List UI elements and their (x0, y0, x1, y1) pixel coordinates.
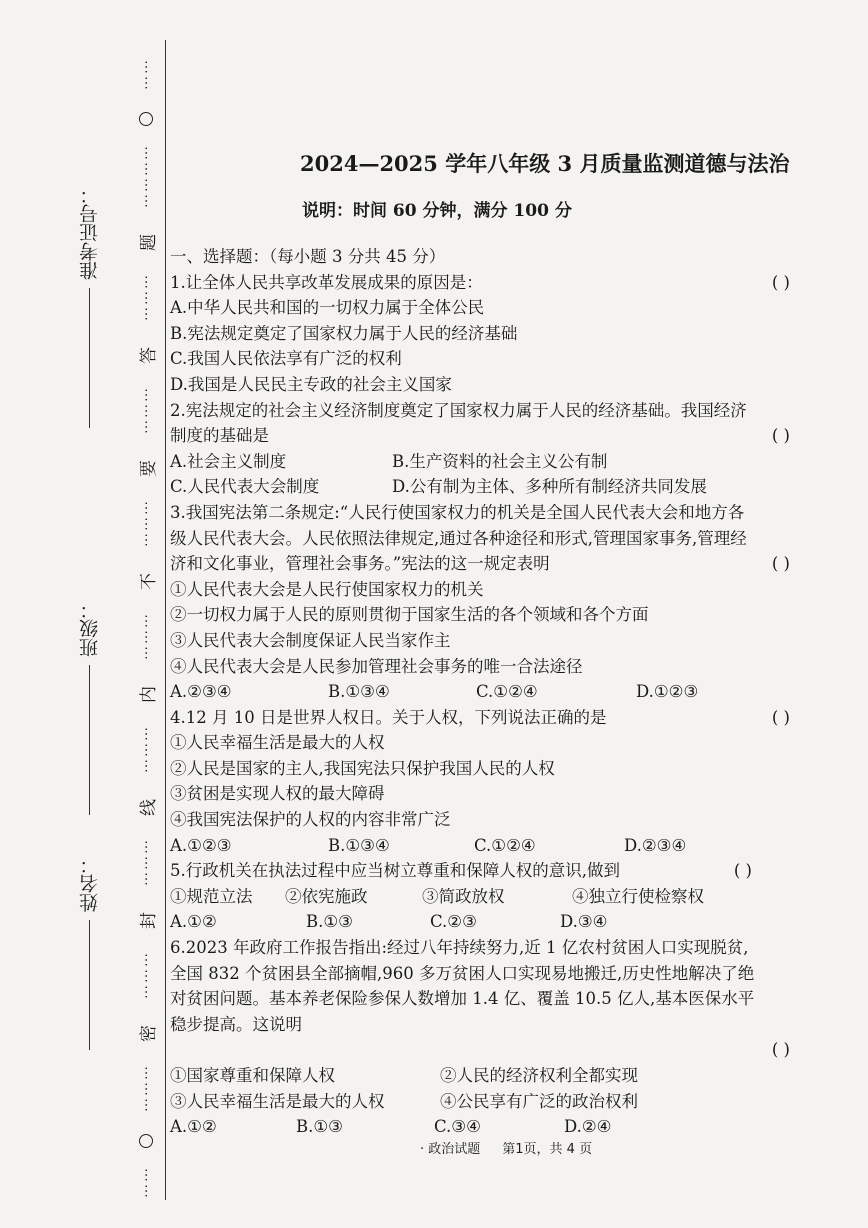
statement: ①人民代表大会是人民行使国家权力的机关 (170, 579, 484, 599)
name-label: 姓名： (79, 855, 101, 912)
binding-char: 答 (138, 347, 159, 364)
statement: ③人民代表大会制度保证人民当家作主 (170, 630, 451, 650)
binding-char: 内 (138, 686, 159, 703)
binding-char: 题 (138, 234, 159, 251)
answer-bracket[interactable]: ( ) (771, 1040, 790, 1060)
option-row (170, 679, 820, 705)
answer-bracket[interactable]: ( ) (771, 426, 790, 446)
statement: ③贫困是实现人权的最大障碍 (170, 784, 385, 804)
exam-instructions: 说明：时间 60 分钟，满分 100 分 (302, 201, 572, 221)
question-stem: 制度的基础是 (170, 426, 269, 446)
option-a: A.②③④ (170, 682, 232, 702)
option-a: A.社会主义制度 (170, 451, 287, 471)
question-6-stem: 对贫困问题。基本养老保险参保人数增加 1.4 亿、覆盖 10.5 亿人,基本医保水平 (170, 989, 755, 1009)
class-blank[interactable] (89, 665, 91, 815)
option-c: C.人民代表大会制度 (170, 477, 320, 497)
exam-id-field (76, 185, 103, 428)
statement: ②一切权力属于人民的原则贯彻于国家生活的各个领域和各个方面 (170, 605, 649, 625)
page-footer (420, 1138, 614, 1157)
class-label: 班级： (79, 600, 101, 657)
option-c: C.①②④ (476, 682, 538, 702)
binding-border (165, 40, 166, 1200)
statement: ①国家尊重和保障人权 (170, 1066, 335, 1085)
option-b: B.生产资料的社会主义公有制 (392, 451, 608, 471)
option-row (170, 449, 820, 475)
binding-seal-line: ⋯⋯ ⋯⋯⋯⋯ 题 ⋯⋯⋯ 答 ⋯⋯⋯ 要 ⋯⋯⋯ 不 ⋯⋯⋯ 内 ⋯⋯⋯ 线 ⋯⋯⋯ 封 ⋯⋯⋯ 密 ⋯⋯⋯ ⋯⋯ (129, 60, 163, 1200)
option-c: C.我国人民依法享有广泛的权利 (170, 349, 402, 369)
option-d: D.①②③ (636, 682, 699, 702)
statement-row (170, 1063, 820, 1089)
answer-bracket[interactable]: ( ) (771, 272, 790, 292)
option-row (170, 833, 820, 859)
question-stem: 4.12 月 10 日是世界人权日。关于人权，下列说法正确的是 (170, 707, 607, 727)
binding-char: 不 (138, 573, 159, 590)
name-blank[interactable] (89, 920, 91, 1050)
exam-id-blank[interactable] (89, 288, 91, 428)
question-2 (170, 423, 820, 449)
answer-bracket[interactable]: ( ) (771, 554, 790, 574)
question-3 (170, 551, 820, 577)
name-field (76, 855, 103, 1050)
exam-id-label: 准考证号： (79, 185, 101, 280)
question-5 (170, 858, 820, 884)
statement: ②依宪施政 (285, 886, 368, 906)
question-6 (170, 1037, 820, 1063)
binding-char: 密 (138, 1025, 159, 1042)
statement: ④独立行使检察权 (572, 886, 704, 906)
question-6-stem: 全国 832 个贫困县全部摘帽,960 多万贫困人口实现易地搬迁,历史性地解决了绝 (170, 963, 755, 983)
question-3-stem: 级人民代表大会。人民依照法律规定,通过各种途径和形式,管理国家事务,管理经 (170, 528, 747, 548)
option-c: C.②③ (430, 912, 477, 932)
option-a: A.①② (170, 912, 217, 932)
statement: ④公民享有广泛的政治权利 (440, 1091, 638, 1111)
option-a: A.中华人民共和国的一切权力属于全体公民 (170, 298, 485, 318)
statement: ④我国宪法保护的人权的内容非常广泛 (170, 810, 451, 830)
section-heading: 一、选择题：（每小题 3 分共 45 分） (170, 247, 446, 266)
option-b: B.①③④ (328, 682, 390, 702)
option-d: D.③④ (560, 912, 608, 932)
question-4 (170, 705, 820, 731)
binding-circle-top (139, 112, 153, 126)
binding-circle-bottom (139, 1134, 153, 1148)
binding-char: 线 (138, 799, 159, 816)
question-3-stem: 3.我国宪法第二条规定:“人民行使国家权力的机关是全国人民代表大会和地方各 (170, 502, 745, 522)
option-d: D.②④ (564, 1117, 612, 1137)
statement: ①规范立法 (170, 886, 253, 906)
statement-row (170, 1089, 820, 1115)
question-stem: 1.让全体人民共享改革发展成果的原因是： (170, 272, 483, 292)
question-6-stem: 6.2023 年政府工作报告指出:经过八年持续努力,近 1 亿农村贫困人口实现脱贫, (170, 938, 749, 958)
question-stem: 5.行政机关在执法过程中应当树立尊重和保障人权的意识,做到 (170, 861, 620, 881)
answer-bracket[interactable]: ( ) (771, 707, 790, 727)
answer-bracket[interactable]: ( ) (733, 861, 752, 881)
option-c: C.①②④ (474, 835, 536, 855)
option-b: B.①③④ (328, 835, 390, 855)
option-a: A.①② (170, 1117, 217, 1137)
option-a: A.①②③ (170, 835, 232, 855)
exam-title: 2024—2025 学年八年级 3 月质量监测道德与法治 (300, 151, 790, 176)
class-field (76, 600, 103, 815)
statement: ①人民幸福生活是最大的人权 (170, 733, 385, 753)
statement: ②人民的经济权利全都实现 (440, 1066, 638, 1085)
statement: ③人民幸福生活是最大的人权 (170, 1091, 385, 1111)
footer-page-number: 第1页，共 4 页 (502, 1142, 593, 1157)
option-d: D.公有制为主体、多种所有制经济共同发展 (392, 477, 707, 497)
question-list (170, 244, 820, 1140)
option-d: D.②③④ (624, 835, 687, 855)
option-row (170, 1114, 820, 1140)
question-2-stem: 2.宪法规定的社会主义经济制度奠定了国家权力属于人民的经济基础。我国经济 (170, 400, 747, 420)
binding-char: 封 (138, 912, 159, 929)
question-stem: 济和文化事业，管理社会事务。”宪法的这一规定表明 (170, 554, 550, 574)
option-b: B.宪法规定奠定了国家权力属于人民的经济基础 (170, 323, 518, 343)
option-b: B.①③ (296, 1117, 343, 1137)
question-1 (170, 270, 820, 296)
option-c: C.③④ (434, 1117, 481, 1137)
option-row (170, 474, 820, 500)
statement: ②人民是国家的主人,我国宪法只保护我国人民的人权 (170, 758, 555, 778)
statement-row (170, 884, 820, 910)
footer-subject: · 政治试题 (420, 1142, 481, 1157)
question-6-stem: 稳步提高。这说明 (170, 1014, 302, 1034)
option-d: D.我国是人民民主专政的社会主义国家 (170, 374, 452, 394)
statement: ④人民代表大会是人民参加管理社会事务的唯一合法途径 (170, 656, 583, 676)
option-row (170, 909, 820, 935)
option-b: B.①③ (306, 912, 353, 932)
binding-char: 要 (138, 460, 159, 477)
statement: ③简政放权 (422, 886, 505, 906)
